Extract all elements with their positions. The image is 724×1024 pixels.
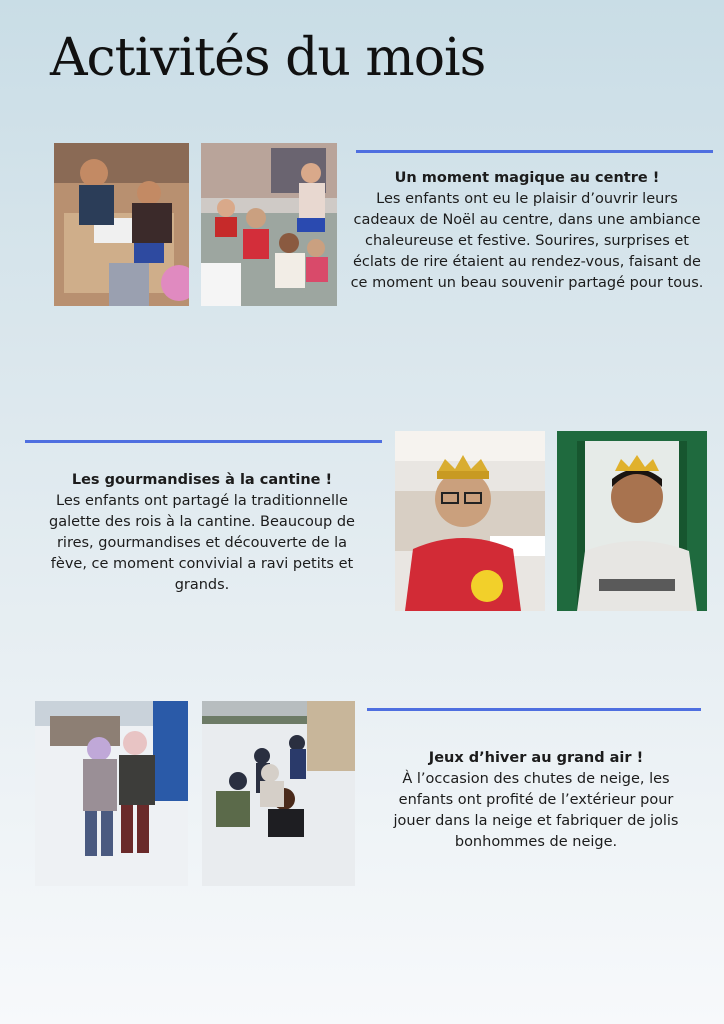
photo-boy-with-crown-red-hoodie: [395, 431, 545, 611]
section-body: Les enfants ont partagé la traditionnelle galette des rois à la cantine. Beaucoup de rires, gourmandises et découverte de la fève, ce moment convivial a ravi petits et grands.: [49, 493, 355, 593]
section-heading: Un moment magique au centre !: [394, 170, 660, 186]
section-body: Les enfants ont eu le plaisir d’ouvrir leurs cadeaux de Noël au centre, dans une ambiance chaleureuse et festive. Sourires, surprises et éclats de rire étaient au rendez-vous, faisant de ce moment un beau souvenir partagé pour tous.: [350, 191, 704, 291]
section-rule: [356, 150, 713, 153]
photo-boy-with-crown-grey-sweater: [557, 431, 707, 611]
photo-children-building-snowman: [202, 701, 355, 886]
section-text: [384, 748, 688, 853]
page-title: Activités du mois: [50, 28, 486, 88]
section-text: [348, 168, 706, 294]
section-rule: [367, 708, 701, 711]
photo-two-girls-in-snow: [35, 701, 188, 886]
section-text: [46, 470, 358, 596]
photo-group-circle-with-presents: [201, 143, 337, 306]
section-heading: Les gourmandises à la cantine !: [71, 472, 333, 488]
section-rule: [25, 440, 382, 443]
photo-children-opening-gifts: [54, 143, 189, 306]
section-body: À l’occasion des chutes de neige, les enfants ont profité de l’extérieur pour jouer dans la neige et fabriquer de jolis bonhommes de neige.: [393, 771, 679, 850]
section-heading: Jeux d’hiver au grand air !: [428, 750, 644, 766]
